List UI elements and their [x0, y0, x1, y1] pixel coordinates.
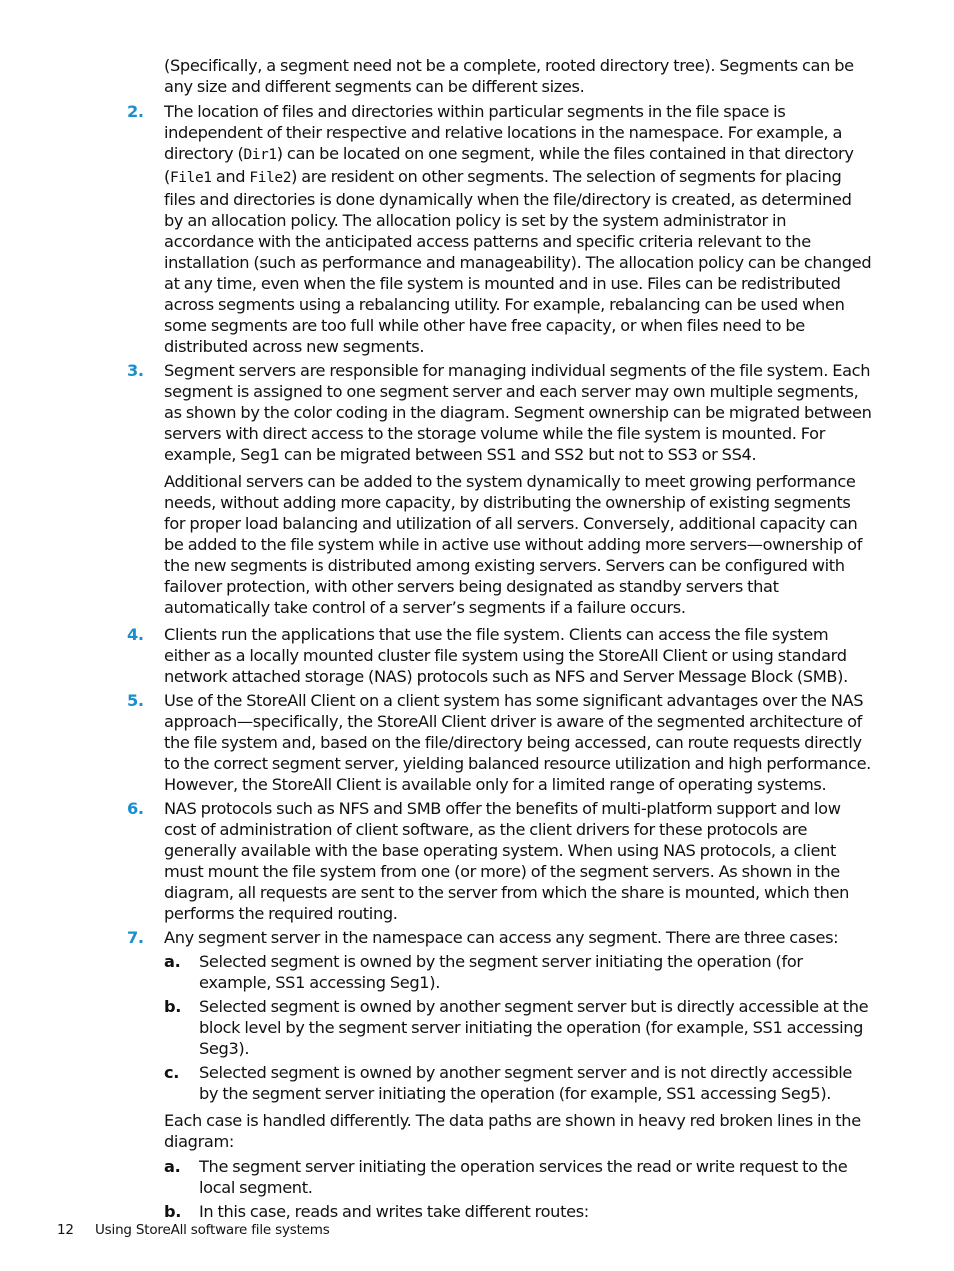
- handling-b: [127, 1201, 872, 1222]
- item-text: The location of files and directories within particular segments in the file space is independent of their respective and relative locations in the namespace. For example, a directory (: [164, 102, 843, 163]
- case-b: [127, 996, 872, 1059]
- document-body: [127, 55, 872, 1225]
- list-number: 2.: [127, 102, 144, 121]
- code-file2: File2: [249, 170, 292, 186]
- handling-a: [127, 1156, 872, 1198]
- sub-letter: b.: [164, 1202, 182, 1221]
- footer-title: Using StoreAll software file systems: [95, 1222, 330, 1238]
- code-dir1: Dir1: [243, 147, 277, 163]
- list-item-4: [127, 624, 872, 687]
- list-item-2: [127, 101, 872, 357]
- sub-text: Selected segment is owned by another segment server and is not directly accessible by the segment server initiating the operation (for example, SS1 accessing Seg5).: [199, 1063, 853, 1103]
- list-number: 5.: [127, 691, 144, 710]
- sub-letter: a.: [164, 1157, 181, 1176]
- list-item-6: [127, 798, 872, 924]
- list-item-7: [127, 927, 872, 948]
- item-text: NAS protocols such as NFS and SMB offer the benefits of multi-platform support and low cost of administration of client software, as the client drivers for these protocols are generally available with the base operating system. When using NAS protocols, a client must mount the file system from one (or more) of the segment servers. As shown in the diagram, all requests are sent to the server from which the share is mounted, which then performs the required routing.: [164, 799, 850, 923]
- list-number: 6.: [127, 799, 144, 818]
- item-text: Any segment server in the namespace can access any segment. There are three cases:: [164, 928, 839, 947]
- item-3-continuation: Additional servers can be added to the system dynamically to meet growing performance needs, without adding more capacity, by distributing the ownership of existing segments for proper load balancing and utilization of all servers. Conversely, additional capacity can be added to the file system while in active use without adding more servers—ownership of the new segments is distributed among existing servers. Servers can be configured with failover protection, with other servers being designated as standby servers that automatically take control of a server’s segments if a failure occurs.: [164, 472, 863, 617]
- page-footer: [57, 1222, 330, 1238]
- sub-letter: b.: [164, 997, 182, 1016]
- sub-text: Selected segment is owned by the segment server initiating the operation (for example, SS1 accessing Seg1).: [199, 952, 803, 992]
- list-item-3: [127, 360, 872, 465]
- sub-text: In this case, reads and writes take different routes:: [199, 1202, 589, 1221]
- sub-letter: a.: [164, 952, 181, 971]
- case-c: [127, 1062, 872, 1104]
- item-7-continuation: Each case is handled differently. The data paths are shown in heavy red broken lines in the diagram:: [164, 1111, 861, 1151]
- item-text: ) are resident on other segments. The selection of segments for placing files and directories is done dynamically when the file/directory is created, as determined by an allocation policy. The allocation policy is set by the system administrator in accordance with the anticipated access patterns and specific criteria relevant to the installation (such as performance and manageability). The allocation policy can be changed at any time, even when the file system is mounted and in use. Files can be redistributed across segments using a rebalancing utility. For example, rebalancing can be used when some segments are too full while other have free capacity, or when files need to be distributed across new segments.: [164, 167, 872, 356]
- intro-paragraph: (Specifically, a segment need not be a complete, rooted directory tree). Segments can be any size and different segments can be different sizes.: [164, 56, 854, 96]
- case-a: [127, 951, 872, 993]
- sub-text: The segment server initiating the operation services the read or write request to the local segment.: [199, 1157, 848, 1197]
- sub-letter: c.: [164, 1063, 180, 1082]
- item-text: Segment servers are responsible for managing individual segments of the file system. Each segment is assigned to one segment server and each server may own multiple segments, as shown by the color coding in the diagram. Segment ownership can be migrated between servers with direct access to the storage volume while the file system is mounted. For example, Seg1 can be migrated between SS1 and SS2 but not to SS3 or SS4.: [164, 361, 872, 464]
- page-number: 12: [57, 1222, 74, 1238]
- list-number: 7.: [127, 928, 144, 947]
- item-text: and: [211, 167, 250, 186]
- list-item-5: [127, 690, 872, 795]
- item-text: Use of the StoreAll Client on a client system has some significant advantages over the NAS approach—specifically, the StoreAll Client driver is aware of the segmented architecture of the file system and, based on the file/directory being accessed, can route requests directly to the correct segment server, yielding balanced resource utilization and high performance. However, the StoreAll Client is available only for a limited range of operating systems.: [164, 691, 871, 794]
- list-number: 4.: [127, 625, 144, 644]
- item-text: ) can be located on one segment, while the files contained in that directory (: [164, 144, 854, 186]
- sub-text: Selected segment is owned by another segment server but is directly accessible at the block level by the segment server initiating the operation (for example, SS1 accessing Seg3).: [199, 997, 869, 1058]
- item-text: Clients run the applications that use the file system. Clients can access the file system either as a locally mounted cluster file system using the StoreAll Client or using standard network attached storage (NAS) protocols such as NFS and Server Message Block (SMB).: [164, 625, 848, 686]
- list-number: 3.: [127, 361, 144, 380]
- code-file1: File1: [169, 170, 212, 186]
